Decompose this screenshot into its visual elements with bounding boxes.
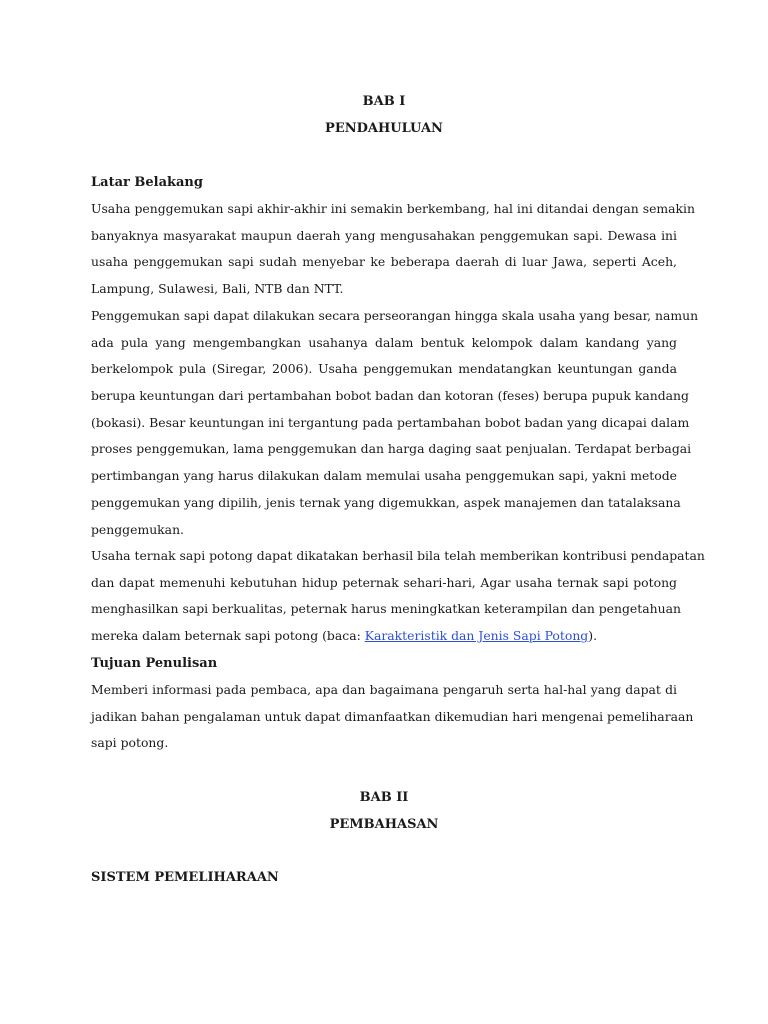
text-line: pertimbangan yang harus dilakukan dalam memulai usaha penggemukan sapi, yakni metode xyxy=(91,468,677,484)
text-line: berkelompok pula (Siregar, 2006). Usaha penggemukan mendatangkan keuntungan ganda xyxy=(91,361,677,377)
section-heading-latar-belakang: Latar Belakang xyxy=(91,175,203,190)
text-line: penggemukan. xyxy=(91,521,184,537)
chapter-title-2: PEMBAHASAN xyxy=(329,817,439,832)
text-line xyxy=(91,623,677,650)
text-line: sapi potong. xyxy=(91,735,169,751)
paragraph-latar-1 xyxy=(91,196,695,303)
text-segment: mereka dalam beternak sapi potong (baca: xyxy=(91,628,365,644)
text-line: (bokasi). Besar keuntungan ini tergantung pada pertambahan bobot badan yang dicapai dalam xyxy=(91,414,690,430)
paragraph-latar-3 xyxy=(91,543,705,650)
chapter-title: PENDAHULUAN xyxy=(325,121,443,136)
text-line: jadikan bahan pengalaman untuk dapat dimanfaatkan dikemudian hari mengenai pemeliharaan xyxy=(91,708,694,724)
text-line: berupa keuntungan dari pertambahan bobot badan dan kotoran (feses) berupa pupuk kandang xyxy=(91,388,689,404)
section-heading-tujuan: Tujuan Penulisan xyxy=(91,656,218,671)
paragraph-tujuan xyxy=(91,677,694,757)
text-line: Lampung, Sulawesi, Bali, NTB dan NTT. xyxy=(91,281,344,297)
text-line: usaha penggemukan sapi sudah menyebar ke beberapa daerah di luar Jawa, seperti Aceh, xyxy=(91,254,677,270)
text-line: banyaknya masyarakat maupun daerah yang mengusahakan penggemukan sapi. Dewasa ini xyxy=(91,227,677,243)
karakteristik-link[interactable]: Karakteristik dan Jenis Sapi Potong xyxy=(364,628,589,644)
section-heading-sistem: SISTEM PEMELIHARAAN xyxy=(91,870,279,885)
text-line: Usaha ternak sapi potong dapat dikatakan berhasil bila telah memberikan kontribusi pendapatan xyxy=(91,548,705,563)
text-segment: ). xyxy=(588,628,598,644)
text-line: dan dapat memenuhi kebutuhan hidup peternak sehari-hari, Agar usaha ternak sapi potong xyxy=(91,574,677,590)
text-line: Memberi informasi pada pembaca, apa dan bagaimana pengaruh serta hal-hal yang dapat di xyxy=(91,682,677,697)
chapter-label-2: BAB II xyxy=(359,790,409,805)
paragraph-latar-2 xyxy=(91,303,699,543)
text-line: ada pula yang mengembangkan usahanya dalam bentuk kelompok dalam kandang yang xyxy=(91,334,677,350)
text-line: menghasilkan sapi berkualitas, peternak harus meningkatkan keterampilan dan pengetahuan xyxy=(91,601,681,617)
chapter-label: BAB I xyxy=(362,94,406,109)
document-page xyxy=(91,0,705,1024)
text-line: penggemukan yang dipilih, jenis ternak yang digemukkan, aspek manajemen dan tatalaksana xyxy=(91,494,681,510)
text-line: Usaha penggemukan sapi akhir-akhir ini semakin berkembang, hal ini ditandai dengan semakin xyxy=(91,201,695,216)
text-line: Penggemukan sapi dapat dilakukan secara perseorangan hingga skala usaha yang besar, namun xyxy=(91,308,699,323)
text-line: proses penggemukan, lama penggemukan dan harga daging saat penjualan. Terdapat berbagai xyxy=(91,441,692,457)
